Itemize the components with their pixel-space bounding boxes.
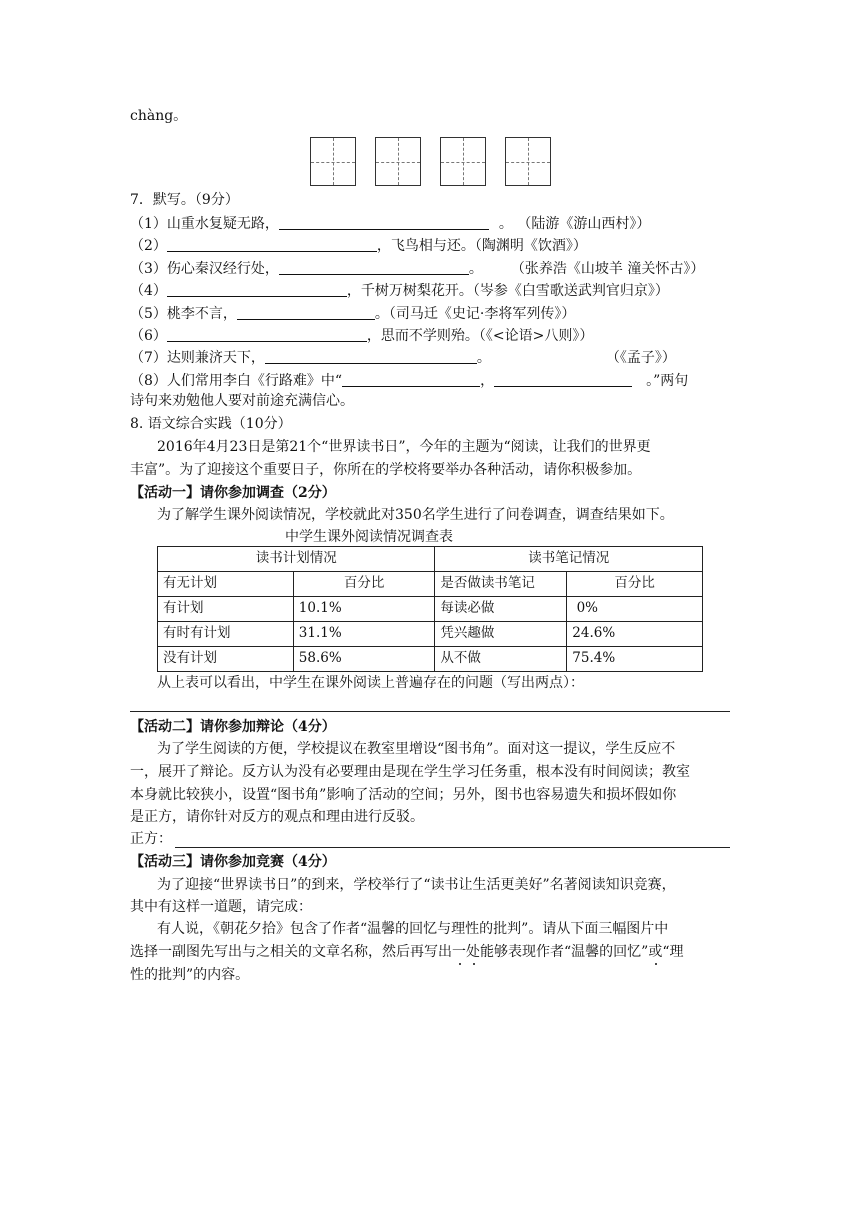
activity-3-para-5: 性的批判”的内容。 [130,967,250,983]
table-cell: 75.4% [567,647,703,672]
activity-1-title: 【活动一】请你参加调查（2分） [130,485,336,501]
q7-blank-8b[interactable] [494,372,632,387]
q7-line-5-text: （5）桃李不言， [130,306,237,322]
table-cell: 每读必做 [435,597,567,622]
q7-line-4-source: ，千树万树梨花开。（岑参《白雪歌送武判官归京》） [346,283,669,299]
q7-blank-6[interactable] [167,327,367,342]
activity-2-para-2: 一，展开了辩论。反方认为没有必要理由是现在学生学习任务重，根本没有时间阅读；教室 [130,764,690,780]
q7-line-7-punct: 。 [476,350,491,366]
table-row [158,647,703,672]
q7-line-2 [130,237,587,253]
table-cell: 58.6% [293,647,435,672]
q7-line-4 [130,282,669,298]
table-group-header: 读书计划情况 [158,547,435,572]
pinyin-fragment: chàng。 [130,108,188,124]
q7-blank-2[interactable] [167,237,377,252]
q7-line-3 [130,260,704,276]
table-cell: 凭兴趣做 [435,622,567,647]
activity-3-para-4-c: “理 [662,944,684,960]
writing-box-4[interactable] [505,137,551,186]
q7-blank-8a[interactable] [342,372,480,387]
table-group-header: 读书笔记情况 [435,547,703,572]
q8-heading: 8. 语文综合实践（10分） [130,416,292,432]
q7-blank-5[interactable] [237,305,375,320]
q7-line-5-source: 。（司马迁《史记·李将军列传》） [374,306,576,322]
activity-3-para-3: 有人说，《朝花夕拾》包含了作者“温馨的回忆与理性的批判”。请从下面三幅图片中 [157,921,669,937]
activity-1-answer-line[interactable] [130,711,730,712]
q7-blank-4[interactable] [167,282,347,297]
table-cell: 0% [567,597,703,622]
writing-box-1[interactable] [310,137,356,186]
q7-line-2-text: （2） [130,238,167,254]
activity-2-para-3: 本身就比较狭小，设置“图书角”影响了活动的空间；另外，图书也容易遗失和损坏假如你 [130,787,677,803]
activity-3-para-4 [130,945,684,959]
activity-3-para-1: 为了迎接“世界读书日”的到来，学校举行了“读书让生活更美好”名著阅读知识竞赛， [157,877,676,893]
q7-line-8-text: （8）人们常用李白《行路难》中“ [130,373,343,389]
q7-line-3-punct: 。 [468,261,483,277]
q7-heading: 7．默写。（9分） [130,192,239,208]
q7-line-8-tail: 。”两句 [646,373,689,389]
table-cell: 24.6% [567,622,703,647]
q8-intro-line-2: 丰富”。为了迎接这个重要日子，你所在的学校将要举办各种活动，请你积极参加。 [130,462,642,478]
q7-line-3-text: （3）伤心秦汉经行处， [130,261,279,277]
q7-line-8-comma: ， [480,373,495,389]
q7-line-3-source: （张养浩《山坡羊 潼关怀古》） [510,261,705,277]
writing-box-2[interactable] [375,137,421,186]
table-cell: 从不做 [435,647,567,672]
table-cell: 有计划 [158,597,294,622]
q7-blank-1[interactable] [279,215,489,230]
q7-line-6 [130,327,593,343]
activity-2-title: 【活动二】请你参加辩论（4分） [130,719,336,735]
table-cell: 没有计划 [158,647,294,672]
table-cell: 31.1% [293,622,435,647]
emphasis-chu: 处 [466,944,480,960]
table-row [158,547,703,572]
survey-table-title: 中学生课外阅读情况调查表 [285,529,453,545]
q7-blank-7[interactable] [265,349,477,364]
table-header-cell: 百分比 [293,572,435,597]
table-row [158,597,703,622]
table-row [158,622,703,647]
activity-3-para-2: 其中有这样一道题，请完成： [130,899,312,915]
activity-2-para-4: 是正方，请你针对反方的观点和理由进行反驳。 [130,809,424,825]
activity-2-para-1: 为了学生阅读的方便，学校提议在教室里增设“图书角”。面对这一提议，学生反应不 [157,741,676,757]
table-header-cell: 是否做读书笔记 [435,572,567,597]
q7-blank-3[interactable] [279,260,469,275]
activity-3-para-4-a: 选择一副图先写出与之相关的文章名称，然后再写出 [130,944,452,960]
emphasis-huo: 或 [648,944,663,960]
q7-line-8-cont: 诗句来劝勉他人要对前途充满信心。 [130,393,354,409]
activity-2-answer-line[interactable] [175,847,730,848]
q7-line-1 [130,215,650,231]
q7-line-2-source: ，飞鸟相与还。（陶渊明《饮酒》） [376,238,587,254]
q7-line-8 [130,372,688,388]
q7-line-1-text: （1）山重水复疑无路， [130,216,279,232]
table-header-cell: 百分比 [567,572,703,597]
q7-line-7 [130,349,676,365]
emphasis-yi: 一 [452,944,466,960]
writing-box-3[interactable] [440,137,486,186]
q7-line-4-text: （4） [130,283,167,299]
q8-intro-line-1: 2016年4月23日是第21个“世界读书日”，今年的主题为“阅读，让我们的世界更 [157,439,651,455]
q7-line-5 [130,305,575,321]
q7-line-6-text: （6） [130,328,167,344]
activity-2-answer-label: 正方： [130,831,172,847]
table-header-cell: 有无计划 [158,572,294,597]
q7-line-1-source: 。 （陆游《游山西村》） [498,216,651,232]
table-row [158,572,703,597]
activity-1-question: 从上表可以看出，中学生在课外阅读上普遍存在的问题（写出两点）： [157,675,584,691]
activity-1-text: 为了解学生课外阅读情况，学校就此对350名学生进行了问卷调查，调查结果如下。 [157,507,674,523]
table-cell: 10.1% [293,597,435,622]
table-cell: 有时有计划 [158,622,294,647]
survey-table [157,546,703,672]
q7-line-6-source: ，思而不学则殆。（《<论语>八则》） [366,328,594,344]
q7-line-7-source: （《孟子》） [605,350,676,366]
q7-line-7-text: （7）达则兼济天下， [130,350,265,366]
activity-3-para-4-b: 能够表现作者“温馨的回忆” [480,944,649,960]
activity-3-title: 【活动三】请你参加竞赛（4分） [130,854,336,870]
